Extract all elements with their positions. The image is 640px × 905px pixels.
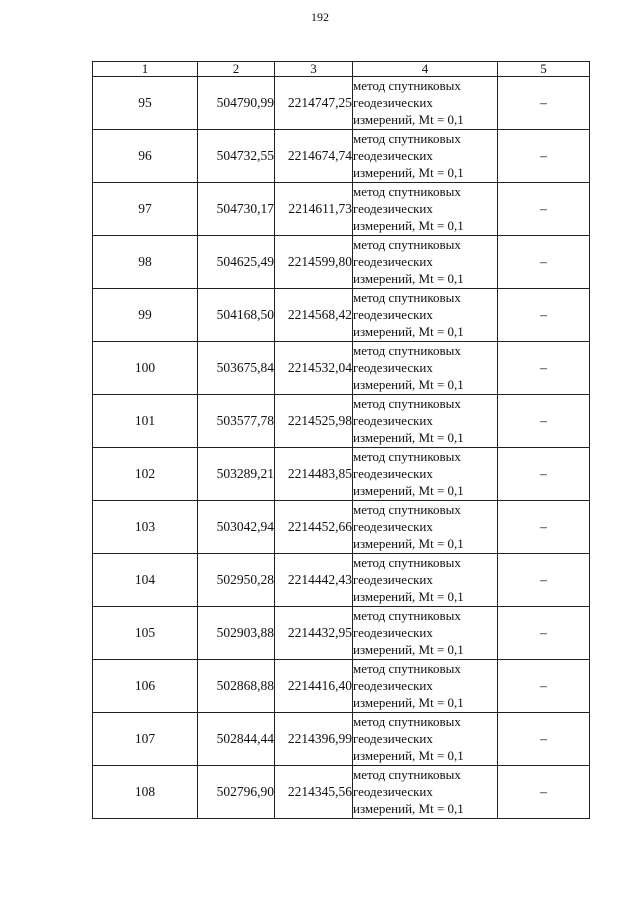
method-line-1: метод спутниковых xyxy=(353,555,461,570)
method-line-3: измерений, Mt = 0,1 xyxy=(353,377,464,392)
method-cell xyxy=(353,236,498,289)
method-line-3: измерений, Mt = 0,1 xyxy=(353,748,464,763)
method-line-1: метод спутниковых xyxy=(353,290,461,305)
method-line-3: измерений, Mt = 0,1 xyxy=(353,165,464,180)
method-cell xyxy=(353,448,498,501)
table-row xyxy=(93,77,590,130)
col5-value: – xyxy=(498,77,590,130)
coord-y: 2214747,25 xyxy=(275,77,353,130)
method-line-3: измерений, Mt = 0,1 xyxy=(353,218,464,233)
method-cell xyxy=(353,183,498,236)
col5-value: – xyxy=(498,554,590,607)
coord-x: 504168,50 xyxy=(198,289,275,342)
table-header-row xyxy=(93,62,590,77)
coordinates-table xyxy=(92,61,590,819)
method-cell xyxy=(353,766,498,819)
point-number: 105 xyxy=(93,607,198,660)
coord-x: 502950,28 xyxy=(198,554,275,607)
coord-x: 503675,84 xyxy=(198,342,275,395)
method-line-1: метод спутниковых xyxy=(353,396,461,411)
point-number: 100 xyxy=(93,342,198,395)
method-cell xyxy=(353,607,498,660)
coord-y: 2214345,56 xyxy=(275,766,353,819)
method-line-3: измерений, Mt = 0,1 xyxy=(353,589,464,604)
col5-value: – xyxy=(498,130,590,183)
method-line-1: метод спутниковых xyxy=(353,661,461,676)
method-line-3: измерений, Mt = 0,1 xyxy=(353,483,464,498)
method-line-1: метод спутниковых xyxy=(353,78,461,93)
method-cell xyxy=(353,713,498,766)
coord-y: 2214525,98 xyxy=(275,395,353,448)
method-cell xyxy=(353,554,498,607)
col5-value: – xyxy=(498,713,590,766)
method-line-3: измерений, Mt = 0,1 xyxy=(353,271,464,286)
table-row xyxy=(93,660,590,713)
method-line-3: измерений, Mt = 0,1 xyxy=(353,801,464,816)
header-col-5: 5 xyxy=(498,62,590,77)
point-number: 98 xyxy=(93,236,198,289)
col5-value: – xyxy=(498,607,590,660)
method-line-2: геодезических xyxy=(353,360,433,375)
coord-x: 502844,44 xyxy=(198,713,275,766)
method-line-2: геодезических xyxy=(353,95,433,110)
table-row xyxy=(93,236,590,289)
coord-y: 2214611,73 xyxy=(275,183,353,236)
method-line-2: геодезических xyxy=(353,201,433,216)
method-line-3: измерений, Mt = 0,1 xyxy=(353,324,464,339)
coord-y: 2214568,42 xyxy=(275,289,353,342)
method-line-2: геодезических xyxy=(353,784,433,799)
coord-x: 503577,78 xyxy=(198,395,275,448)
coord-x: 504730,17 xyxy=(198,183,275,236)
method-line-1: метод спутниковых xyxy=(353,184,461,199)
col5-value: – xyxy=(498,183,590,236)
coord-x: 502903,88 xyxy=(198,607,275,660)
point-number: 97 xyxy=(93,183,198,236)
table-row xyxy=(93,289,590,342)
coord-y: 2214599,80 xyxy=(275,236,353,289)
col5-value: – xyxy=(498,236,590,289)
coord-y: 2214416,40 xyxy=(275,660,353,713)
coord-x: 504732,55 xyxy=(198,130,275,183)
point-number: 104 xyxy=(93,554,198,607)
method-line-3: измерений, Mt = 0,1 xyxy=(353,112,464,127)
header-col-3: 3 xyxy=(275,62,353,77)
method-line-2: геодезических xyxy=(353,148,433,163)
point-number: 102 xyxy=(93,448,198,501)
method-line-1: метод спутниковых xyxy=(353,714,461,729)
table-row xyxy=(93,554,590,607)
col5-value: – xyxy=(498,448,590,501)
method-cell xyxy=(353,289,498,342)
method-cell xyxy=(353,77,498,130)
method-line-2: геодезических xyxy=(353,466,433,481)
coord-x: 502796,90 xyxy=(198,766,275,819)
method-line-3: измерений, Mt = 0,1 xyxy=(353,536,464,551)
coord-y: 2214483,85 xyxy=(275,448,353,501)
coord-y: 2214674,74 xyxy=(275,130,353,183)
point-number: 108 xyxy=(93,766,198,819)
method-line-2: геодезических xyxy=(353,625,433,640)
header-col-2: 2 xyxy=(198,62,275,77)
method-cell xyxy=(353,342,498,395)
method-line-3: измерений, Mt = 0,1 xyxy=(353,430,464,445)
method-line-2: геодезических xyxy=(353,254,433,269)
point-number: 107 xyxy=(93,713,198,766)
method-line-2: геодезических xyxy=(353,519,433,534)
coord-x: 504790,99 xyxy=(198,77,275,130)
table-row xyxy=(93,183,590,236)
method-line-2: геодезических xyxy=(353,678,433,693)
table-row xyxy=(93,501,590,554)
coord-y: 2214396,99 xyxy=(275,713,353,766)
coord-y: 2214432,95 xyxy=(275,607,353,660)
coord-y: 2214532,04 xyxy=(275,342,353,395)
method-line-2: геодезических xyxy=(353,572,433,587)
method-line-2: геодезических xyxy=(353,307,433,322)
method-cell xyxy=(353,130,498,183)
table-row xyxy=(93,342,590,395)
header-col-4: 4 xyxy=(353,62,498,77)
coord-x: 502868,88 xyxy=(198,660,275,713)
col5-value: – xyxy=(498,289,590,342)
method-line-1: метод спутниковых xyxy=(353,343,461,358)
table-row xyxy=(93,607,590,660)
method-line-2: геодезических xyxy=(353,413,433,428)
col5-value: – xyxy=(498,395,590,448)
coord-x: 504625,49 xyxy=(198,236,275,289)
header-col-1: 1 xyxy=(93,62,198,77)
point-number: 106 xyxy=(93,660,198,713)
method-line-2: геодезических xyxy=(353,731,433,746)
col5-value: – xyxy=(498,501,590,554)
coord-x: 503289,21 xyxy=(198,448,275,501)
point-number: 95 xyxy=(93,77,198,130)
method-cell xyxy=(353,501,498,554)
col5-value: – xyxy=(498,342,590,395)
table-row xyxy=(93,130,590,183)
method-line-1: метод спутниковых xyxy=(353,608,461,623)
method-cell xyxy=(353,660,498,713)
table-body xyxy=(93,77,590,819)
col5-value: – xyxy=(498,766,590,819)
table-row xyxy=(93,766,590,819)
coord-y: 2214442,43 xyxy=(275,554,353,607)
method-line-1: метод спутниковых xyxy=(353,502,461,517)
method-line-1: метод спутниковых xyxy=(353,237,461,252)
method-line-1: метод спутниковых xyxy=(353,767,461,782)
point-number: 96 xyxy=(93,130,198,183)
table-row xyxy=(93,395,590,448)
method-line-3: измерений, Mt = 0,1 xyxy=(353,695,464,710)
page-number: 192 xyxy=(311,10,329,24)
point-number: 99 xyxy=(93,289,198,342)
point-number: 103 xyxy=(93,501,198,554)
point-number: 101 xyxy=(93,395,198,448)
coord-x: 503042,94 xyxy=(198,501,275,554)
table-row xyxy=(93,448,590,501)
method-line-1: метод спутниковых xyxy=(353,131,461,146)
method-line-1: метод спутниковых xyxy=(353,449,461,464)
col5-value: – xyxy=(498,660,590,713)
coord-y: 2214452,66 xyxy=(275,501,353,554)
method-cell xyxy=(353,395,498,448)
method-line-3: измерений, Mt = 0,1 xyxy=(353,642,464,657)
table-row xyxy=(93,713,590,766)
